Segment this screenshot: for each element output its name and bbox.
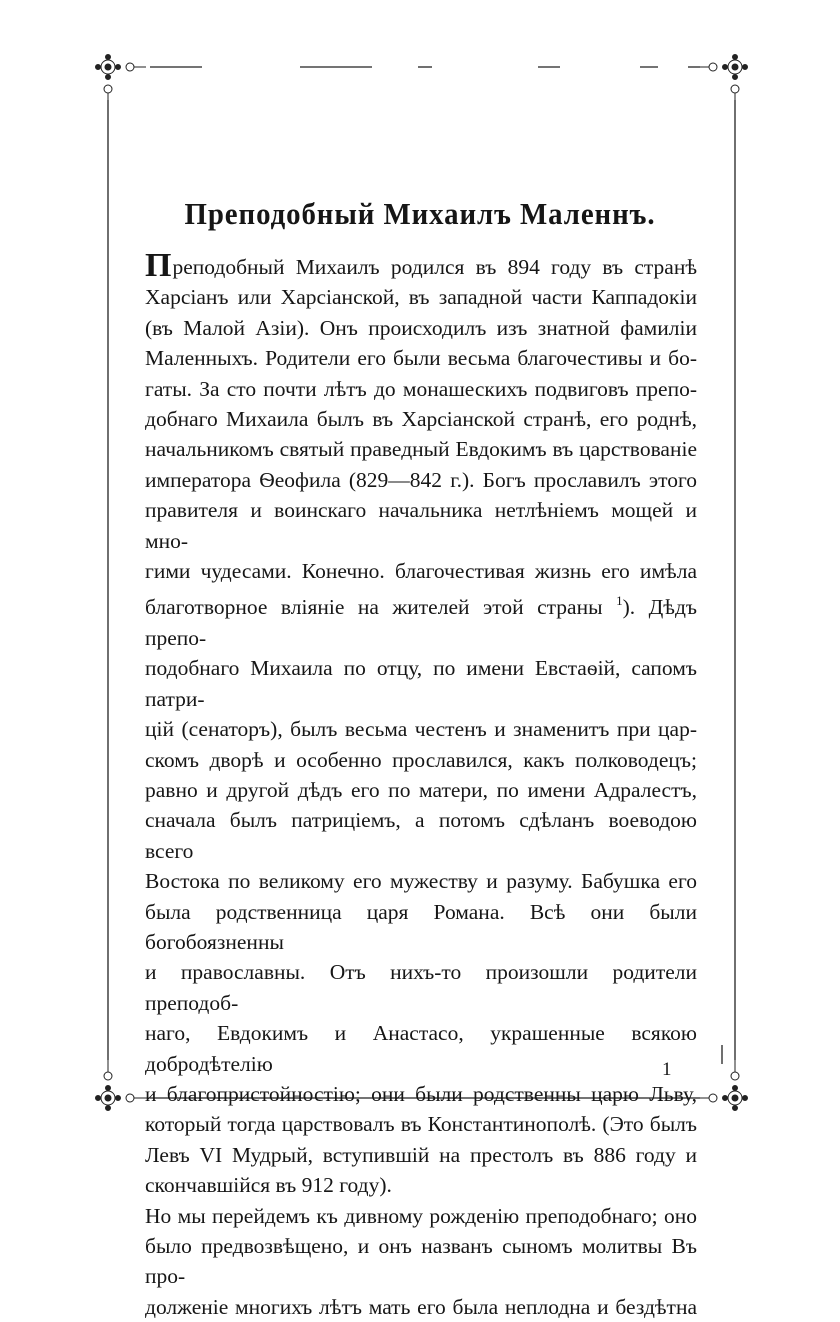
paragraph-line: гаты. За сто почти лѣтъ до монашескихъ подвиговъ препо- — [145, 376, 697, 401]
corner-ornament-bottom-right — [700, 1060, 748, 1111]
paragraph-line: цій (сенаторъ), былъ весьма честенъ и знаменитъ при цар- — [145, 717, 697, 742]
line-text: ). Дѣдъ препо- — [145, 595, 697, 650]
paragraph-line: Востока по великому его мужеству и разуму. Бабушка его — [145, 869, 697, 894]
page-number: 1 — [662, 1059, 672, 1080]
paragraph-line: добнаго Михаила былъ въ Харсіанской странѣ, его роднѣ, — [145, 407, 697, 432]
paragraph-line — [145, 586, 697, 653]
body-text — [145, 247, 697, 1322]
corner-ornament-top-left — [96, 55, 147, 101]
paragraph-line — [145, 247, 697, 284]
paragraph-line: равно и другой дѣдъ его по матери, по имени Адралестъ, — [145, 777, 697, 802]
line-text: реподобный Михаилъ родился въ 894 году въ странѣ — [172, 255, 697, 279]
paragraph-line: начальникомъ святый праведный Евдокимъ въ царствованіе — [145, 437, 697, 462]
paragraph-line: и благопристойностію; они были родственны царю Льву, — [145, 1081, 697, 1106]
paragraph-line: (въ Малой Азіи). Онъ происходилъ изъ знатной фамиліи — [145, 315, 697, 340]
drop-cap: П — [145, 247, 172, 284]
paragraph-line: скомъ дворѣ и особенно прославился, какъ полководецъ; — [145, 747, 697, 772]
paragraph-line: Но мы перейдемъ къ дивному рожденію преподобнаго; оно — [145, 1203, 697, 1228]
paragraph-line: была родственница царя Романа. Всѣ они были богобоязненны — [145, 899, 697, 954]
paragraph-line: сначала былъ патриціемъ, а потомъ сдѣланъ воеводою всего — [145, 808, 697, 863]
corner-ornament-top-right — [700, 55, 748, 101]
paragraph-line: наго, Евдокимъ и Анастасо, украшенные всякою добродѣтелію — [145, 1021, 697, 1076]
paragraph-line: подобнаго Михаила по отцу, по имени Евстаѳій, сапомъ патри- — [145, 656, 697, 711]
paragraph-line: правителя и воинскаго начальника нетлѣніемъ мощей и мно- — [145, 498, 697, 553]
paragraph-line: было предвозвѣщено, и онъ названъ сыномъ молитвы Въ про- — [145, 1234, 697, 1289]
paragraph-line: который тогда царствовалъ въ Константинополѣ. (Это былъ — [145, 1112, 697, 1137]
corner-ornament-bottom-left — [96, 1060, 151, 1111]
paragraph-line: императора Ѳеофила (829—842 г.). Богъ прославилъ этого — [145, 467, 697, 492]
paragraph-line: Левъ VI Мудрый, вступившій на престолъ въ 886 году и — [145, 1142, 697, 1167]
line-text: благотворное вліяніе на жителей этой страны — [145, 595, 603, 620]
paragraph-line: Маленныхъ. Родители его были весьма благочестивы и бо- — [145, 346, 697, 371]
page-title: Преподобный Михаилъ Маленнъ. — [184, 196, 656, 231]
paragraph-line: и православны. Отъ нихъ-то произошли родители преподоб- — [145, 960, 697, 1015]
paragraph-line: гими чудесами. Конечно. благочестивая жизнь его имѣла — [145, 559, 697, 584]
paragraph-line: Харсіанъ или Харсіанской, въ западной части Каппадокіи — [145, 285, 697, 310]
paragraph-line: скончавшійся въ 912 году). — [145, 1173, 392, 1198]
paragraph-line: долженіе многихъ лѣтъ мать его была неплодна и бездѣтна — [145, 1294, 697, 1319]
footnote-marker[interactable]: 1 — [616, 593, 623, 609]
